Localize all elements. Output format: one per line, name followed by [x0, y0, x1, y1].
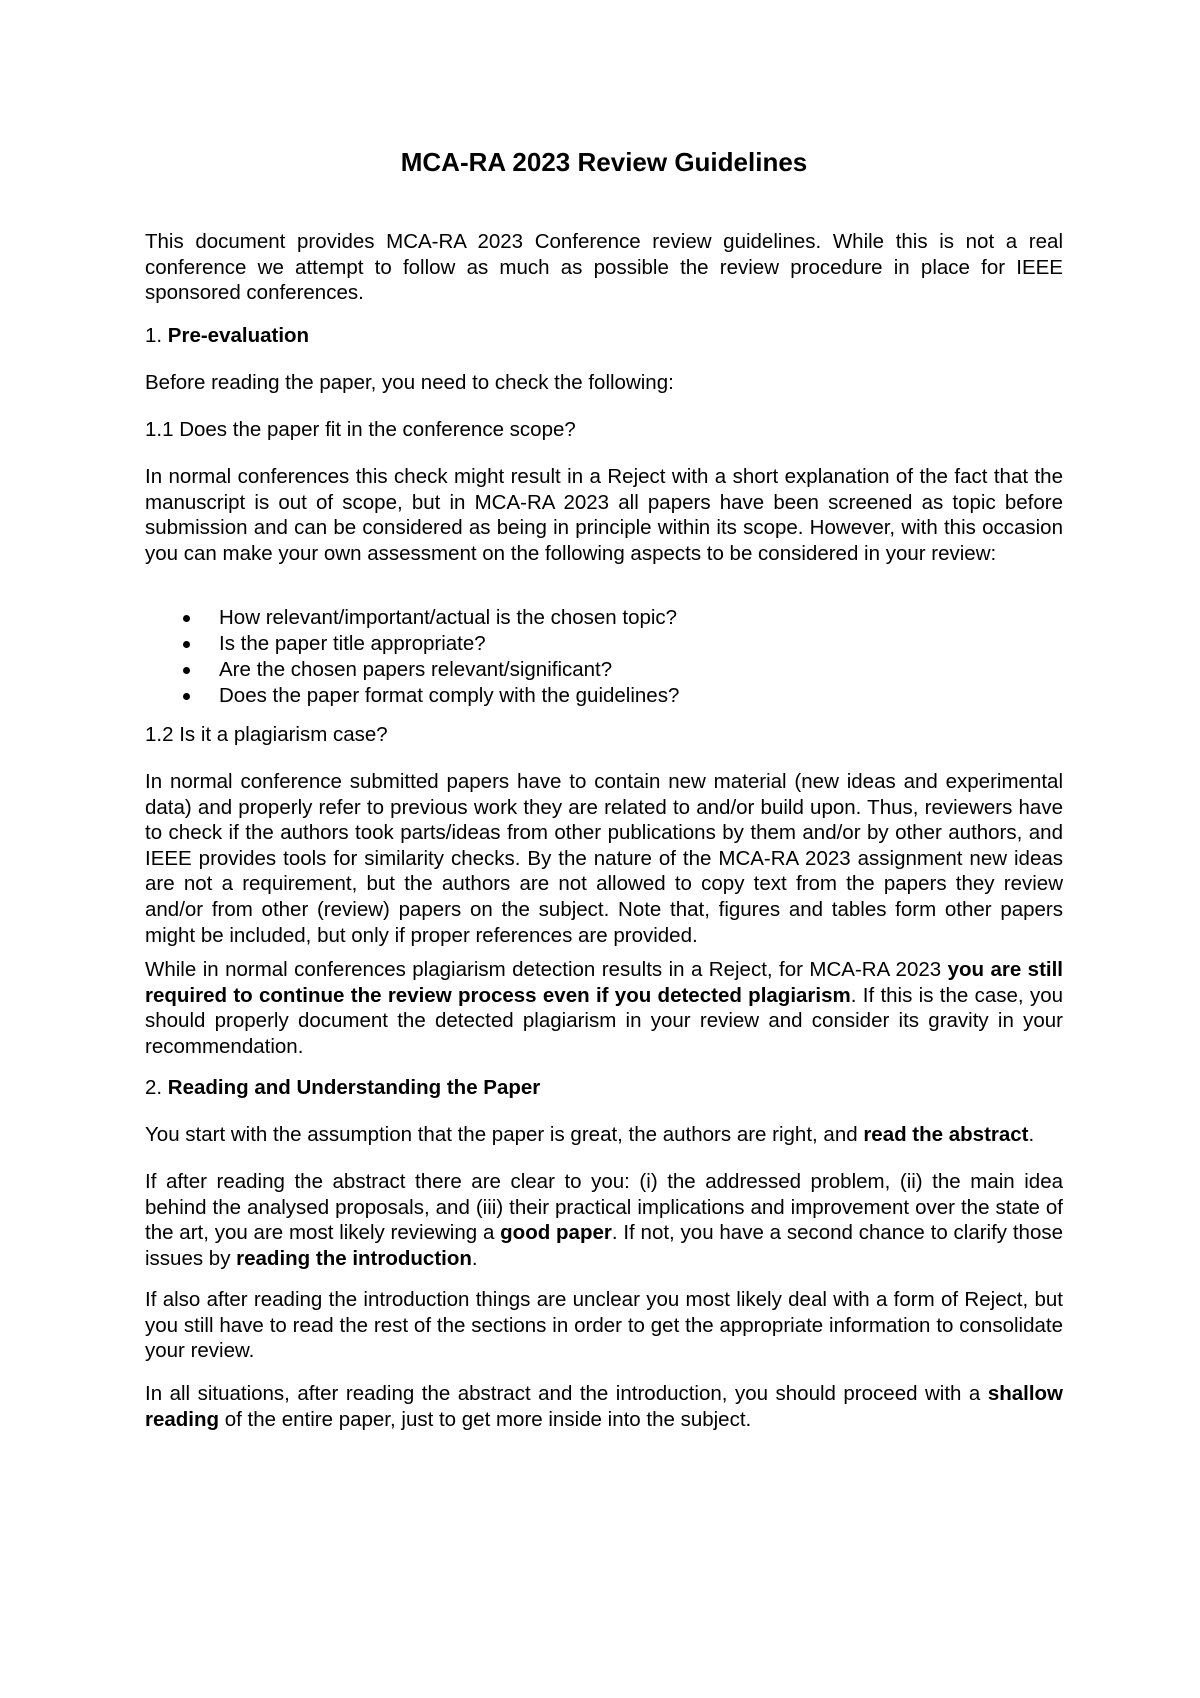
plagiarism-paragraph: In normal conference submitted papers have to contain new material (new ideas and experimental data) and properly refer to previous work they are related to and/or build upon. Thus, reviewers have to check if the authors took parts/ideas from other publications by them and/or by other authors, and IEEE provides tools for similarity checks. By the nature of the MCA-RA 2023 assignment new ideas are not a requirement, but the authors are not allowed to copy text from the papers they review and/or from other (review) papers on the subject. Note that, figures and tables form other papers might be included, but only if proper references are provided.: [145, 770, 1063, 947]
list-item: [145, 657, 1063, 683]
list-item: [145, 605, 1063, 631]
list-item: [145, 683, 1063, 709]
introduction-emphasis: reading the introduction: [236, 1246, 472, 1270]
intro-paragraph: This document provides MCA-RA 2023 Conference review guidelines. While this is not a real conference we attempt to follow as much as possible the review procedure in place for IEEE sponsored conferences.: [145, 230, 1063, 305]
subsection-1-1-heading: 1.1 Does the paper fit in the conference scope?: [145, 418, 576, 441]
good-paper-paragraph: If after reading the abstract there are clear to you: (i) the addressed problem, (ii) the main idea behind the analysed proposals, and (iii) their practical implications and improvement over the state of the art, you are most likely reviewing a good paper. If not, you have a second chance to clarify those issues by reading the introduction.: [145, 1170, 1063, 1270]
scope-paragraph: In normal conferences this check might result in a Reject with a short explanation of the fact that the manuscript is out of scope, but in MCA-RA 2023 all papers have been screened as topic before submission and can be considered as being in principle within its scope. However, with this occasion you can make your own assessment on the following aspects to be considered in your review:: [145, 465, 1063, 565]
bullet-icon: [183, 641, 190, 648]
list-item-text: How relevant/important/actual is the chosen topic?: [219, 606, 678, 629]
plagiarism-continue-paragraph: While in normal conferences plagiarism detection results in a Reject, for MCA-RA 2023 you are still required to continue the review process even if you detected plagiarism. If this is the case, you should properly document the detected plagiarism in your review and consider its gravity in your recommendation.: [145, 958, 1063, 1058]
plagiarism-emphasis: you are still required to continue the review process even if you detected plagiarism: [145, 958, 1063, 1007]
subsection-1-2-heading: 1.2 Is it a plagiarism case?: [145, 723, 388, 746]
shallow-reading-paragraph: In all situations, after reading the abstract and the introduction, you should proceed with a shallow reading of the entire paper, just to get more inside into the subject.: [145, 1382, 1063, 1431]
bullet-icon: [183, 693, 190, 700]
unclear-paragraph: If also after reading the introduction things are unclear you most likely deal with a form of Reject, but you still have to read the rest of the sections in order to get the appropriate information to consolidate your review.: [145, 1288, 1063, 1363]
bullet-icon: [183, 667, 190, 674]
good-paper-emphasis: good paper: [500, 1221, 612, 1245]
list-item: [145, 631, 1063, 657]
list-item-text: Does the paper format comply with the guidelines?: [219, 683, 680, 707]
abstract-emphasis: read the abstract: [863, 1123, 1029, 1146]
section-1-heading: [145, 323, 1063, 349]
before-reading-text: Before reading the paper, you need to check the following:: [145, 371, 674, 394]
list-item-text: Are the chosen papers relevant/significant?: [219, 657, 613, 681]
section-1-number: 1.: [145, 324, 168, 347]
document-title: MCA-RA 2023 Review Guidelines: [400, 147, 808, 177]
section-2-title: Reading and Understanding the Paper: [167, 1076, 541, 1099]
scope-checklist: [145, 605, 1063, 709]
list-item-text: Is the paper title appropriate?: [219, 631, 486, 655]
shallow-reading-emphasis: shallow reading: [145, 1382, 1063, 1431]
bullet-icon: [183, 615, 190, 622]
section-2-heading: [145, 1075, 1063, 1101]
abstract-paragraph: You start with the assumption that the paper is great, the authors are right, and read the abstract.: [145, 1123, 1035, 1146]
section-1-title: Pre-evaluation: [167, 324, 310, 347]
section-2-number: 2.: [145, 1076, 168, 1099]
